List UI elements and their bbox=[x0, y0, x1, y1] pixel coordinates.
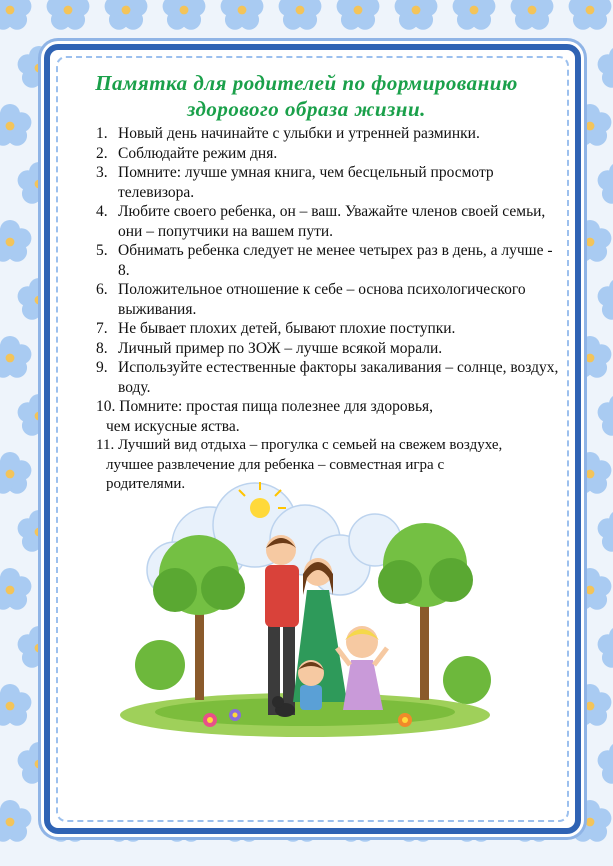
flower-icon bbox=[511, 0, 554, 30]
flower-icon bbox=[598, 510, 613, 552]
flower-icon bbox=[598, 278, 613, 320]
flower-icon bbox=[203, 713, 217, 727]
bush-icon bbox=[443, 656, 491, 704]
flower-icon bbox=[598, 46, 613, 88]
rule-item: 1. Новый день начинайте с улыбки и утренней разминки. bbox=[96, 125, 480, 142]
flower-icon bbox=[105, 0, 148, 30]
rule-item: 3. Помните: лучше умная книга, чем бесцельный просмотр телевизора. bbox=[96, 164, 494, 201]
flower-icon bbox=[0, 0, 31, 30]
flower-icon bbox=[229, 709, 241, 721]
rule-item: 9. Используйте естественные факторы закаливания – солнце, воздух, воду. bbox=[96, 359, 559, 396]
flower-icon bbox=[0, 104, 31, 146]
flower-icon bbox=[0, 220, 31, 262]
flower-icon bbox=[279, 0, 322, 30]
flower-icon bbox=[398, 713, 412, 727]
rule-item: 6. Положительное отношение к себе – основа психологического выживания. bbox=[96, 281, 526, 318]
rule-item: 10. Помните: простая пища полезнее для здоровья, чем искусные яства. bbox=[96, 398, 434, 435]
flower-icon bbox=[0, 800, 31, 842]
flower-icon bbox=[395, 0, 438, 30]
flower-icon bbox=[598, 626, 613, 668]
flower-icon bbox=[453, 0, 496, 30]
rule-item: 4. Любите своего ребенка, он – ваш. Уважайте членов своей семьи, они – попутчики на вашем пути. bbox=[96, 203, 546, 240]
flower-icon bbox=[0, 568, 31, 610]
flower-icon bbox=[47, 0, 90, 30]
title-line-1: Памятка для родителей по формированию bbox=[95, 71, 518, 95]
rule-item: 5. Обнимать ребенка следует не менее четырех раз в день, а лучше - 8. bbox=[96, 242, 553, 279]
title-line-2: здорового образа жизни. bbox=[187, 97, 426, 121]
rule-item: 8. Личный пример по ЗОЖ – лучше всякой морали. bbox=[96, 339, 443, 357]
flower-icon bbox=[569, 0, 612, 30]
rule-item: 11. Лучший вид отдыха – прогулка с семьей на свежем воздухе, лучшее развлечение для ребенка – совместная игра с родителями. bbox=[96, 437, 503, 492]
family-park-illustration bbox=[115, 470, 495, 750]
flower-icon bbox=[163, 0, 206, 30]
rule-item: 2. Соблюдайте режим дня. bbox=[96, 144, 278, 162]
flower-icon bbox=[0, 684, 31, 726]
rules-list bbox=[96, 124, 576, 495]
bush-icon bbox=[135, 640, 185, 690]
flower-icon bbox=[0, 336, 31, 378]
page-title bbox=[70, 70, 543, 122]
flower-icon bbox=[598, 394, 613, 436]
flower-icon bbox=[337, 0, 380, 30]
flower-icon bbox=[598, 162, 613, 204]
flower-icon bbox=[598, 742, 613, 784]
flower-icon bbox=[0, 452, 31, 494]
rule-item: 7. Не бывает плохих детей, бывают плохие поступки. bbox=[96, 320, 456, 337]
flower-icon bbox=[221, 0, 264, 30]
